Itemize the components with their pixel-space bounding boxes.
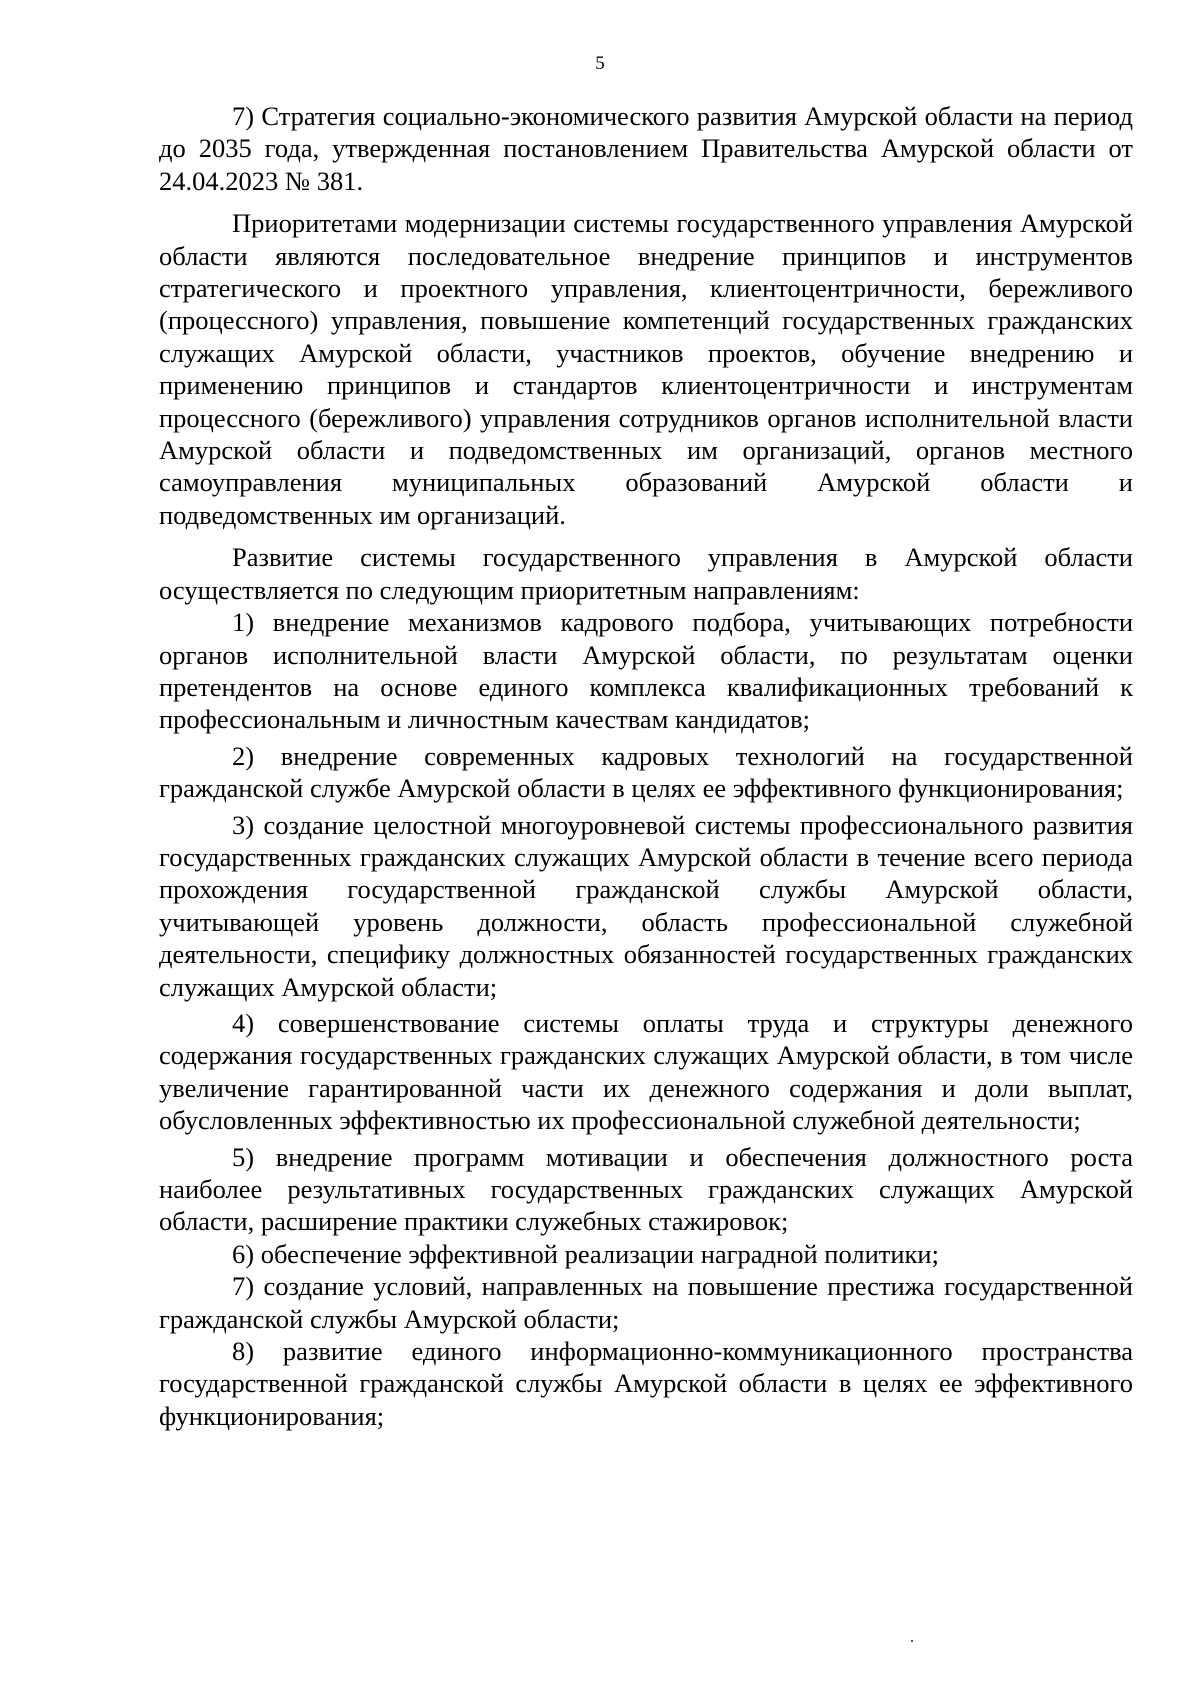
list-item-1-recruitment: 1) внедрение механизмов кадрового подбора, учитывающих потребности органов исполнительной власти Амурской области, по результатам оценки претендентов на основе единого комплекса квалификационных требований к профессиональным и личностным качествам кандидатов; — [159, 607, 1133, 735]
list-item-5-motivation-programs: 5) внедрение программ мотивации и обеспечения должностного роста наиболее результативных государственных гражданских служащих Амурской области, расширение практики служебных стажировок; — [159, 1141, 1133, 1237]
page-number: 5 — [595, 53, 605, 74]
list-item-8-information-space: 8) развитие единого информационно-коммуникационного пространства государственной гражданской службы Амурской области в целях ее эффективного функционирования; — [159, 1336, 1133, 1431]
scan-speck — [911, 1640, 913, 1642]
paragraph-development-directions-intro: Развитие системы государственного управления в Амурской области осуществляется по следующим приоритетным направлениям: — [159, 542, 1133, 605]
list-item-7-prestige: 7) создание условий, направленных на повышение престижа государственной гражданской службы Амурской области; — [159, 1271, 1133, 1334]
list-item-4-remuneration: 4) совершенствование системы оплаты труда и структуры денежного содержания государственных гражданских служащих Амурской области, в том числе увеличение гарантированной части их денежного содержания и доли выплат, обусловленных эффективностью их профессиональной служебной деятельности; — [159, 1007, 1133, 1136]
paragraph-modernization-priorities: Приоритетами модернизации системы государственного управления Амурской области являются последовательное внедрение принципов и инструментов стратегического и проектного управления, клиентоцентричности, бережливого (процессного) управления, повышение компетенций государственных гражданских служащих Амурской области, участников проектов, обучение внедрению и применению принципов и стандартов клиентоцентричности и инструментам процессного (бережливого) управления сотрудников органов исполнительной власти Амурской области и подведомственных им организаций, органов местного самоуправления муниципальных образований Амурской области и подведомственных им организаций. — [159, 208, 1133, 530]
list-item-2-hr-technologies: 2) внедрение современных кадровых технологий на государственной гражданской службе Амурской области в целях ее эффективного функционирования; — [159, 740, 1133, 804]
list-item-6-award-policy: 6) обеспечение эффективной реализации наградной политики; — [232, 1238, 939, 1269]
paragraph-strategy-item-7: 7) Стратегия социально-экономического развития Амурской области на период до 2035 года, утвержденная постановлением Правительства Амурской области от 24.04.2023 № 381. — [159, 101, 1133, 196]
document-body — [159, 100, 1133, 1432]
list-item-3-professional-development: 3) создание целостной многоуровневой системы профессионального развития государственных гражданских служащих Амурской области в течение всего периода прохождения государственной гражданской службы Амурской области, учитывающей уровень должности, область профессиональной служебной деятельности, специфику должностных обязанностей государственных гражданских служащих Амурской области; — [159, 809, 1133, 1002]
